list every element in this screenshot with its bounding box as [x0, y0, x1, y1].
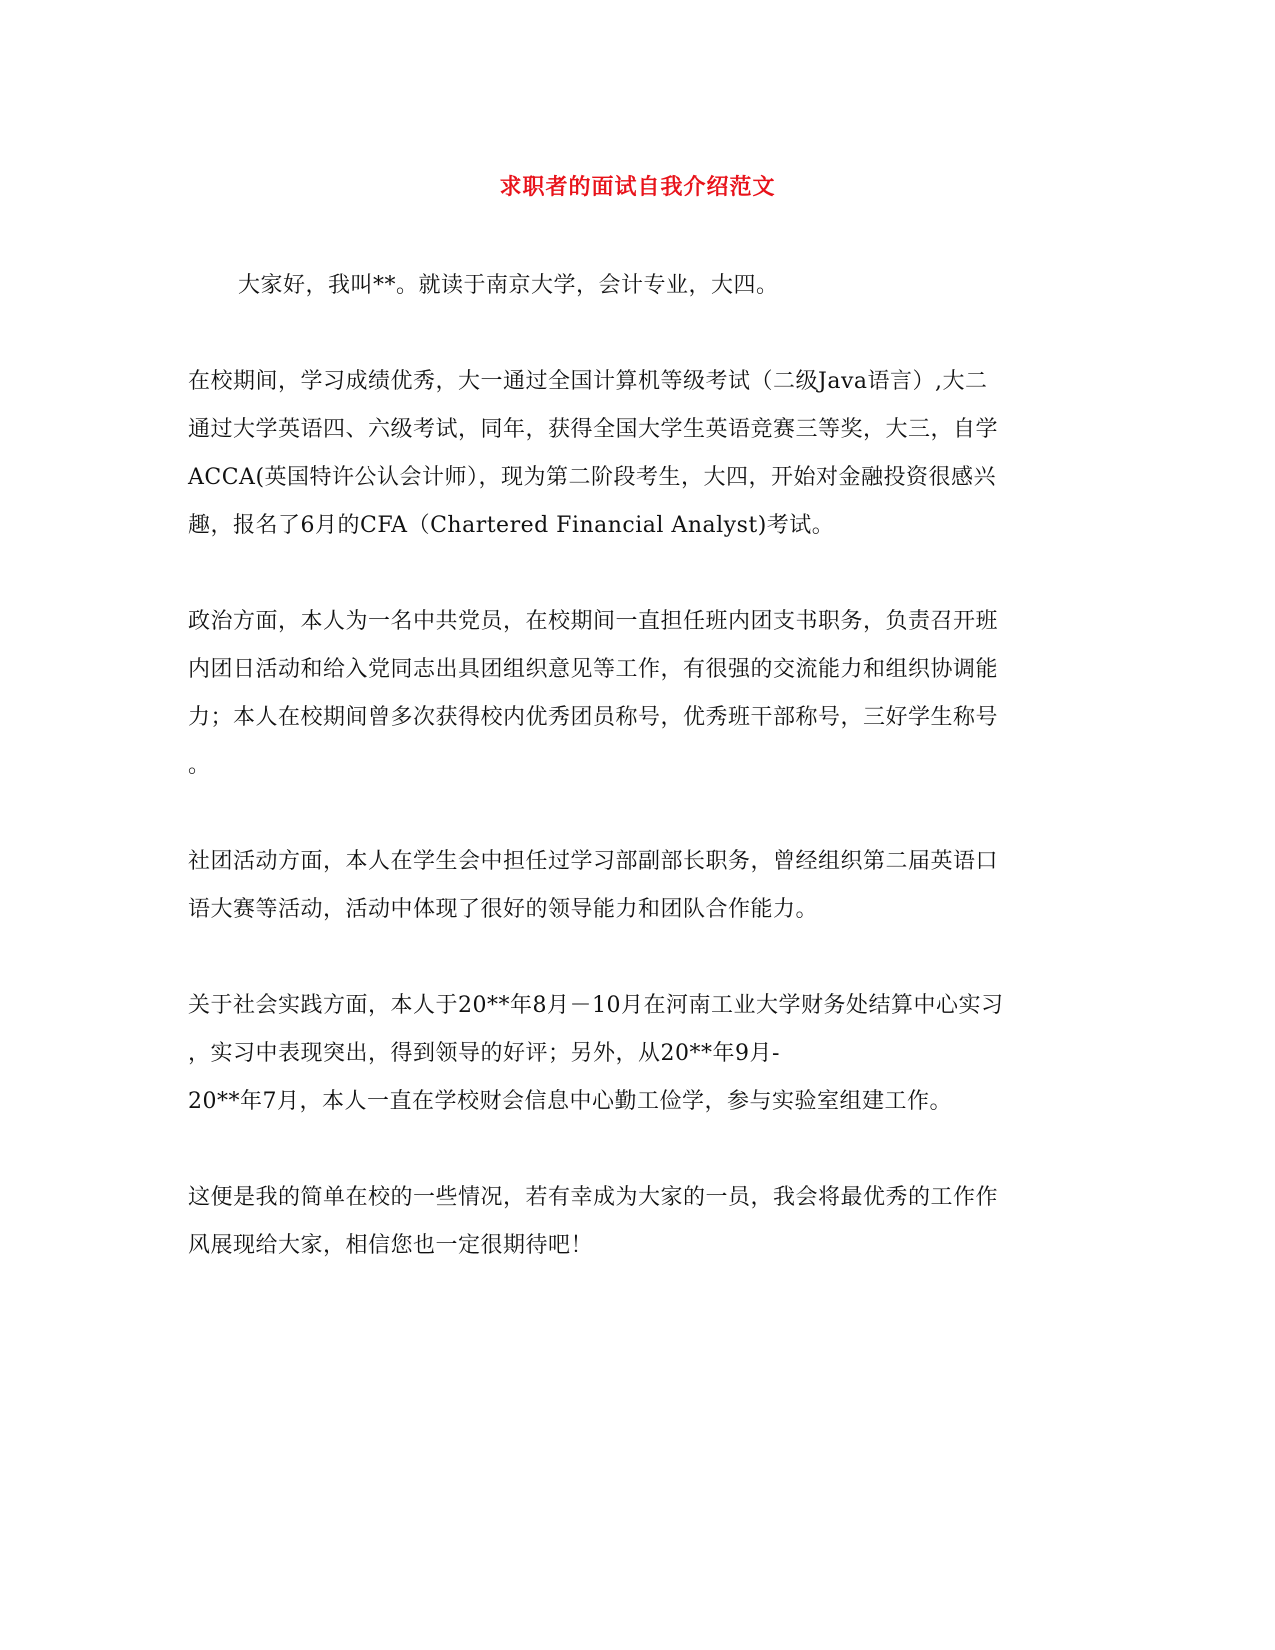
text-line: 关于社会实践方面，本人于20**年8月－10月在河南工业大学财务处结算中心实习: [188, 993, 1004, 1018]
text-line: 20**年7月，本人一直在学校财会信息中心勤工俭学，参与实验室组建工作。: [188, 1089, 952, 1114]
paragraph-clubs: [188, 838, 1088, 934]
paragraph-closing: [188, 1174, 1088, 1270]
paragraph-practice: [188, 982, 1088, 1126]
text-line: 政治方面，本人为一名中共党员，在校期间一直担任班内团支书职务，负责召开班: [188, 609, 999, 634]
paragraph-academics: [188, 358, 1088, 550]
document-title: 求职者的面试自我介绍范文: [499, 174, 776, 200]
text-line: 大家好，我叫**。就读于南京大学，会计专业，大四。: [238, 273, 779, 298]
text-line: ACCA(英国特许公认会计师），现为第二阶段考生，大四，开始对金融投资很感兴: [188, 465, 997, 490]
text-line: 内团日活动和给入党同志出具团组织意见等工作，有很强的交流能力和组织协调能: [188, 657, 999, 682]
text-line: 风展现给大家，相信您也一定很期待吧！: [188, 1233, 594, 1258]
document-body: [188, 262, 1088, 1318]
text-line: 趣，报名了6月的CFA（Chartered Financial Analyst)考试。: [188, 513, 835, 538]
text-line: ，实习中表现突出，得到领导的好评；另外，从20**年9月-: [188, 1041, 780, 1066]
text-line: 在校期间，学习成绩优秀，大一通过全国计算机等级考试（二级Java语言）,大二: [188, 369, 988, 394]
paragraph-politics: [188, 598, 1088, 790]
paragraph-intro: [188, 262, 1088, 310]
text-line: 。: [188, 753, 211, 778]
text-line: 语大赛等活动，活动中体现了很好的领导能力和团队合作能力。: [188, 897, 819, 922]
text-line: 这便是我的简单在校的一些情况，若有幸成为大家的一员，我会将最优秀的工作作: [188, 1185, 999, 1210]
text-line: 通过大学英语四、六级考试，同年，获得全国大学生英语竞赛三等奖，大三，自学: [188, 417, 999, 442]
text-line: 力；本人在校期间曾多次获得校内优秀团员称号，优秀班干部称号，三好学生称号: [188, 705, 999, 730]
text-line: 社团活动方面，本人在学生会中担任过学习部副部长职务，曾经组织第二届英语口: [188, 849, 999, 874]
